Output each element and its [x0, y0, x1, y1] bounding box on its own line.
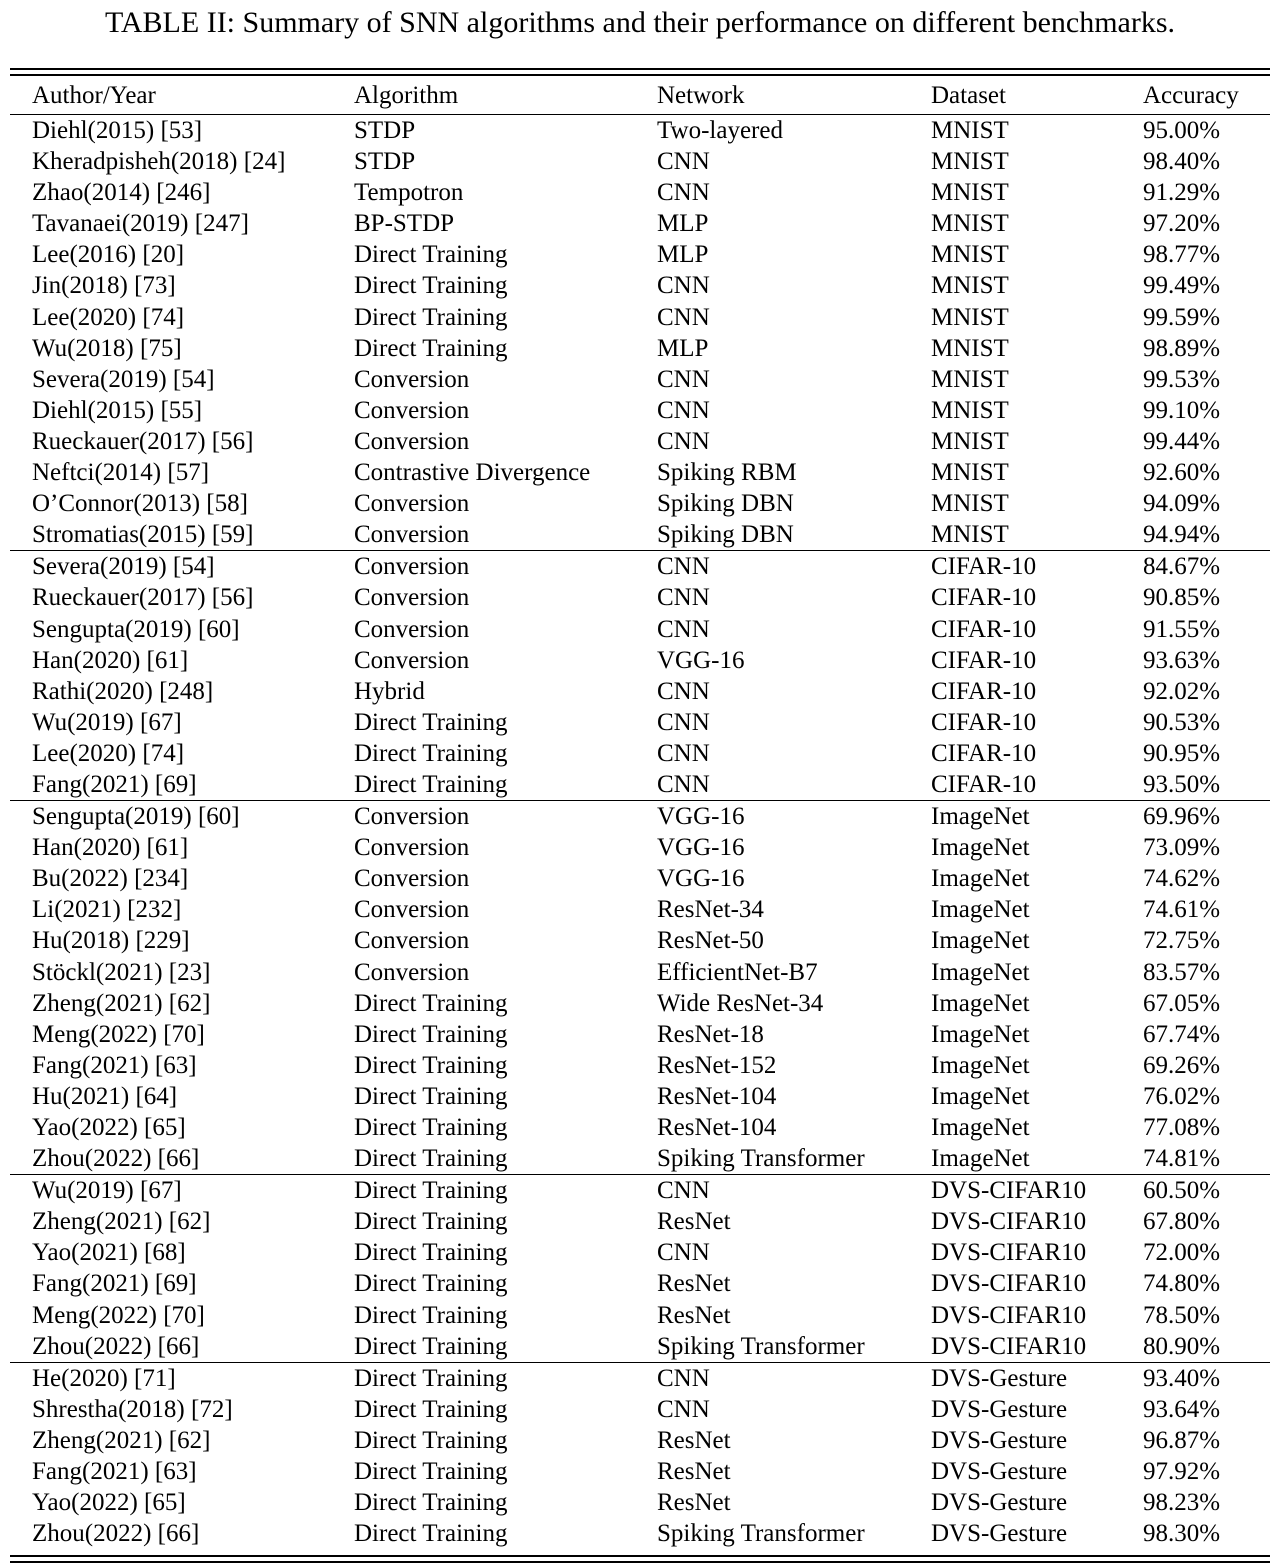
cell-network: ResNet [657, 1458, 731, 1486]
cell-accuracy: 90.53% [1143, 708, 1221, 736]
cell-network: CNN [657, 272, 710, 300]
cell-algorithm: Conversion [354, 803, 470, 831]
header-network: Network [657, 82, 745, 109]
table-row [10, 769, 1270, 800]
cell-accuracy: 93.64% [1143, 1395, 1221, 1423]
cell-dataset: CIFAR-10 [931, 553, 1037, 581]
cell-accuracy: 90.95% [1143, 739, 1221, 767]
cell-author: Shrestha(2018) [72] [32, 1395, 233, 1423]
table-header-row [10, 76, 1270, 114]
cell-dataset: DVS-CIFAR10 [931, 1177, 1087, 1205]
cell-network: MLP [657, 334, 709, 362]
cell-network: CNN [657, 365, 710, 393]
cell-dataset: CIFAR-10 [931, 770, 1037, 798]
table-row [10, 1081, 1270, 1112]
cell-algorithm: Direct Training [354, 1270, 508, 1298]
cell-algorithm: Direct Training [354, 1051, 508, 1079]
cell-accuracy: 69.26% [1143, 1051, 1221, 1079]
cell-accuracy: 78.50% [1143, 1301, 1221, 1329]
cell-algorithm: STDP [354, 117, 416, 144]
cell-network: Spiking Transformer [657, 1332, 865, 1360]
cell-dataset: CIFAR-10 [931, 677, 1037, 705]
cell-author: Wu(2019) [67] [32, 708, 182, 736]
cell-algorithm: Direct Training [354, 1301, 508, 1329]
cell-network: CNN [657, 770, 710, 798]
cell-accuracy: 90.85% [1143, 584, 1221, 612]
cell-accuracy: 94.94% [1143, 521, 1221, 549]
cell-accuracy: 72.00% [1143, 1239, 1221, 1267]
cell-author: Han(2020) [61] [32, 834, 189, 862]
cell-author: Zheng(2021) [62] [32, 989, 211, 1017]
cell-author: Rathi(2020) [248] [32, 677, 214, 705]
cell-dataset: DVS-Gesture [931, 1426, 1068, 1454]
cell-dataset: MNIST [931, 459, 1009, 487]
table-row [10, 801, 1270, 832]
cell-network: Spiking Transformer [657, 1520, 865, 1548]
cell-dataset: DVS-Gesture [931, 1458, 1068, 1486]
cell-author: Zhou(2022) [66] [32, 1332, 200, 1360]
cell-accuracy: 98.40% [1143, 148, 1221, 176]
cell-network: CNN [657, 148, 710, 176]
cell-dataset: MNIST [931, 334, 1009, 362]
cell-algorithm: Direct Training [354, 1145, 508, 1173]
cell-author: Stromatias(2015) [59] [32, 521, 254, 549]
cell-algorithm: Conversion [354, 396, 470, 424]
table-row [10, 1487, 1270, 1518]
cell-algorithm: Direct Training [354, 1395, 508, 1423]
cell-algorithm: Tempotron [354, 179, 464, 207]
cell-dataset: DVS-CIFAR10 [931, 1332, 1087, 1360]
cell-author: Fang(2021) [63] [32, 1051, 197, 1079]
table-row [10, 115, 1270, 146]
cell-accuracy: 93.63% [1143, 646, 1221, 674]
cell-dataset: DVS-CIFAR10 [931, 1239, 1087, 1267]
cell-network: ResNet-18 [657, 1020, 764, 1048]
cell-dataset: ImageNet [931, 896, 1030, 924]
table-row [10, 1237, 1270, 1268]
cell-accuracy: 99.49% [1143, 272, 1221, 300]
cell-dataset: ImageNet [931, 927, 1030, 955]
cell-algorithm: Conversion [354, 521, 470, 549]
table-row [10, 239, 1270, 270]
cell-network: VGG-16 [657, 834, 745, 862]
cell-author: Bu(2022) [234] [32, 865, 189, 893]
cell-network: CNN [657, 553, 710, 581]
cell-algorithm: Direct Training [354, 708, 508, 736]
cell-author: Zheng(2021) [62] [32, 1208, 211, 1236]
cell-author: Diehl(2015) [55] [32, 396, 203, 424]
cell-author: Zhou(2022) [66] [32, 1145, 200, 1173]
cell-network: Two-layered [657, 117, 783, 144]
cell-dataset: MNIST [931, 396, 1009, 424]
table-group [10, 1175, 1270, 1362]
cell-network: ResNet [657, 1208, 731, 1236]
cell-network: MLP [657, 241, 709, 269]
cell-network: Spiking Transformer [657, 1145, 865, 1173]
table-row [10, 1363, 1270, 1394]
cell-network: CNN [657, 615, 710, 643]
cell-network: CNN [657, 584, 710, 612]
cell-accuracy: 98.30% [1143, 1520, 1221, 1548]
cell-algorithm: Direct Training [354, 241, 508, 269]
table-row [10, 1300, 1270, 1331]
cell-dataset: MNIST [931, 303, 1009, 331]
table-top-rule [10, 68, 1270, 70]
cell-dataset: CIFAR-10 [931, 584, 1037, 612]
cell-author: Yao(2022) [65] [32, 1114, 186, 1141]
table-row [10, 1394, 1270, 1425]
table-body [10, 115, 1270, 1549]
table-row [10, 738, 1270, 769]
cell-author: Stöckl(2021) [23] [32, 958, 211, 986]
cell-accuracy: 72.75% [1143, 927, 1221, 955]
cell-accuracy: 94.09% [1143, 490, 1221, 518]
cell-author: Hu(2021) [64] [32, 1082, 178, 1110]
cell-algorithm: Direct Training [354, 1520, 508, 1548]
cell-author: Severa(2019) [54] [32, 553, 215, 581]
cell-network: Spiking DBN [657, 490, 794, 518]
cell-network: CNN [657, 1364, 710, 1392]
cell-network: CNN [657, 179, 710, 207]
cell-accuracy: 91.55% [1143, 615, 1221, 643]
cell-accuracy: 99.59% [1143, 303, 1221, 331]
table-row [10, 208, 1270, 239]
table-row [10, 426, 1270, 457]
cell-dataset: MNIST [931, 241, 1009, 269]
header-dataset: Dataset [931, 82, 1006, 109]
header-algorithm: Algorithm [354, 82, 459, 109]
cell-algorithm: STDP [354, 148, 416, 176]
cell-dataset: CIFAR-10 [931, 615, 1037, 643]
cell-accuracy: 73.09% [1143, 834, 1221, 862]
cell-algorithm: Hybrid [354, 677, 425, 705]
cell-dataset: DVS-CIFAR10 [931, 1301, 1087, 1329]
cell-author: Li(2021) [232] [32, 896, 182, 924]
cell-algorithm: Contrastive Divergence [354, 459, 591, 487]
cell-dataset: DVS-Gesture [931, 1395, 1068, 1423]
cell-algorithm: Conversion [354, 365, 470, 393]
cell-network: ResNet [657, 1270, 731, 1298]
cell-algorithm: Direct Training [354, 770, 508, 798]
cell-network: CNN [657, 1177, 710, 1205]
cell-author: Sengupta(2019) [60] [32, 803, 240, 831]
cell-algorithm: Conversion [354, 834, 470, 862]
cell-algorithm: Direct Training [354, 1082, 508, 1110]
header-accuracy: Accuracy [1143, 82, 1239, 109]
cell-dataset: MNIST [931, 179, 1009, 207]
cell-algorithm: Direct Training [354, 1458, 508, 1486]
cell-network: Spiking DBN [657, 521, 794, 549]
table-row [10, 988, 1270, 1019]
cell-accuracy: 60.50% [1143, 1177, 1221, 1205]
cell-dataset: ImageNet [931, 834, 1030, 862]
cell-accuracy: 97.20% [1143, 210, 1221, 238]
cell-dataset: CIFAR-10 [931, 739, 1037, 767]
cell-algorithm: Direct Training [354, 1489, 508, 1517]
cell-author: Jin(2018) [73] [32, 272, 176, 300]
cell-accuracy: 93.40% [1143, 1364, 1221, 1392]
cell-accuracy: 93.50% [1143, 770, 1221, 798]
cell-network: VGG-16 [657, 803, 745, 831]
cell-accuracy: 99.44% [1143, 427, 1221, 455]
table-row [10, 488, 1270, 519]
cell-accuracy: 97.92% [1143, 1458, 1221, 1486]
table-group [10, 551, 1270, 800]
table-row [10, 270, 1270, 301]
cell-network: Spiking RBM [657, 459, 797, 487]
cell-network: CNN [657, 427, 710, 455]
cell-accuracy: 98.23% [1143, 1489, 1221, 1517]
cell-accuracy: 69.96% [1143, 803, 1221, 831]
cell-algorithm: Direct Training [354, 1364, 508, 1392]
cell-algorithm: Conversion [354, 646, 470, 674]
cell-accuracy: 92.02% [1143, 677, 1221, 705]
cell-author: He(2020) [71] [32, 1364, 176, 1392]
table-row [10, 676, 1270, 707]
cell-dataset: ImageNet [931, 1020, 1030, 1048]
cell-algorithm: Conversion [354, 865, 470, 893]
cell-algorithm: Direct Training [354, 1208, 508, 1236]
cell-author: Kheradpisheh(2018) [24] [32, 148, 286, 176]
cell-algorithm: Conversion [354, 958, 470, 986]
cell-network: CNN [657, 303, 710, 331]
cell-accuracy: 96.87% [1143, 1426, 1221, 1454]
cell-network: ResNet-104 [657, 1114, 777, 1141]
cell-network: ResNet [657, 1489, 731, 1517]
cell-author: Wu(2018) [75] [32, 334, 182, 362]
cell-algorithm: Direct Training [354, 1426, 508, 1454]
cell-accuracy: 98.89% [1143, 334, 1221, 362]
cell-author: Rueckauer(2017) [56] [32, 427, 254, 455]
table-row [10, 1112, 1270, 1143]
cell-network: ResNet-50 [657, 927, 764, 955]
table-row [10, 551, 1270, 582]
table-row [10, 832, 1270, 863]
table-row [10, 957, 1270, 988]
cell-dataset: ImageNet [931, 989, 1030, 1017]
cell-network: ResNet-34 [657, 896, 764, 924]
cell-author: Han(2020) [61] [32, 646, 189, 674]
cell-dataset: DVS-CIFAR10 [931, 1208, 1087, 1236]
cell-author: Lee(2020) [74] [32, 303, 185, 331]
cell-author: Meng(2022) [70] [32, 1020, 205, 1048]
table-row [10, 177, 1270, 208]
table-row [10, 1456, 1270, 1487]
cell-dataset: ImageNet [931, 1114, 1030, 1141]
cell-algorithm: Direct Training [354, 334, 508, 362]
cell-dataset: MNIST [931, 490, 1009, 518]
cell-dataset: MNIST [931, 365, 1009, 393]
cell-author: O’Connor(2013) [58] [32, 490, 248, 518]
table-group [10, 801, 1270, 1174]
table-row [10, 894, 1270, 925]
cell-author: Zhou(2022) [66] [32, 1520, 200, 1548]
cell-network: CNN [657, 677, 710, 705]
cell-author: Wu(2019) [67] [32, 1177, 182, 1205]
cell-author: Fang(2021) [63] [32, 1458, 197, 1486]
cell-dataset: ImageNet [931, 1082, 1030, 1110]
cell-dataset: MNIST [931, 521, 1009, 549]
table-group [10, 115, 1270, 550]
cell-dataset: MNIST [931, 117, 1009, 144]
cell-author: Neftci(2014) [57] [32, 459, 210, 487]
cell-accuracy: 67.74% [1143, 1020, 1221, 1048]
table-row [10, 302, 1270, 333]
cell-network: Wide ResNet-34 [657, 989, 824, 1017]
table-row [10, 146, 1270, 177]
cell-author: Lee(2016) [20] [32, 241, 185, 269]
cell-accuracy: 99.53% [1143, 365, 1221, 393]
table-row [10, 1518, 1270, 1549]
cell-dataset: MNIST [931, 427, 1009, 455]
cell-network: ResNet [657, 1301, 731, 1329]
table-row [10, 1175, 1270, 1206]
cell-algorithm: Conversion [354, 584, 470, 612]
table-row [10, 1050, 1270, 1081]
cell-author: Rueckauer(2017) [56] [32, 584, 254, 612]
table-row [10, 519, 1270, 550]
cell-dataset: DVS-CIFAR10 [931, 1270, 1087, 1298]
cell-network: CNN [657, 396, 710, 424]
cell-accuracy: 74.80% [1143, 1270, 1221, 1298]
cell-dataset: DVS-Gesture [931, 1364, 1068, 1392]
cell-accuracy: 80.90% [1143, 1332, 1221, 1360]
cell-network: EfficientNet-B7 [657, 958, 818, 986]
table-row [10, 1143, 1270, 1174]
table-row [10, 1331, 1270, 1362]
cell-author: Yao(2021) [68] [32, 1239, 186, 1267]
cell-dataset: MNIST [931, 148, 1009, 176]
cell-algorithm: Direct Training [354, 303, 508, 331]
cell-network: CNN [657, 708, 710, 736]
cell-accuracy: 99.10% [1143, 396, 1221, 424]
header-author: Author/Year [32, 82, 156, 109]
cell-algorithm: Direct Training [354, 1114, 508, 1141]
table-row [10, 1019, 1270, 1050]
cell-network: CNN [657, 1395, 710, 1423]
cell-algorithm: Direct Training [354, 739, 508, 767]
cell-accuracy: 92.60% [1143, 459, 1221, 487]
cell-dataset: DVS-Gesture [931, 1520, 1068, 1548]
cell-network: ResNet [657, 1426, 731, 1454]
table-row [10, 645, 1270, 676]
cell-accuracy: 74.62% [1143, 865, 1221, 893]
cell-accuracy: 77.08% [1143, 1114, 1221, 1141]
cell-network: ResNet-104 [657, 1082, 777, 1110]
cell-author: Fang(2021) [69] [32, 770, 197, 798]
table-row [10, 395, 1270, 426]
table-row [10, 582, 1270, 613]
cell-accuracy: 67.80% [1143, 1208, 1221, 1236]
cell-algorithm: Direct Training [354, 1239, 508, 1267]
cell-author: Zheng(2021) [62] [32, 1426, 211, 1454]
cell-dataset: MNIST [931, 272, 1009, 300]
cell-network: CNN [657, 739, 710, 767]
cell-author: Sengupta(2019) [60] [32, 615, 240, 643]
cell-network: VGG-16 [657, 646, 745, 674]
cell-algorithm: Conversion [354, 490, 470, 518]
cell-accuracy: 67.05% [1143, 989, 1221, 1017]
cell-dataset: ImageNet [931, 958, 1030, 986]
cell-accuracy: 91.29% [1143, 179, 1221, 207]
cell-accuracy: 74.61% [1143, 896, 1221, 924]
cell-author: Tavanaei(2019) [247] [32, 210, 249, 238]
cell-network: MLP [657, 210, 709, 238]
cell-algorithm: Conversion [354, 427, 470, 455]
table-row [10, 333, 1270, 364]
table-row [10, 707, 1270, 738]
cell-accuracy: 74.81% [1143, 1145, 1221, 1173]
table-row [10, 614, 1270, 645]
table-group [10, 1363, 1270, 1550]
table-caption: TABLE II: Summary of SNN algorithms and their performance on different benchmarks. [104, 6, 1176, 39]
cell-dataset: ImageNet [931, 803, 1030, 831]
table-row [10, 863, 1270, 894]
cell-algorithm: Conversion [354, 553, 470, 581]
cell-author: Yao(2022) [65] [32, 1489, 186, 1517]
cell-algorithm: Direct Training [354, 272, 508, 300]
cell-algorithm: Conversion [354, 615, 470, 643]
cell-algorithm: Direct Training [354, 1177, 508, 1205]
table-row [10, 925, 1270, 956]
cell-accuracy: 84.67% [1143, 553, 1221, 581]
cell-dataset: CIFAR-10 [931, 646, 1037, 674]
cell-dataset: ImageNet [931, 1145, 1030, 1173]
cell-author: Fang(2021) [69] [32, 1270, 197, 1298]
cell-accuracy: 83.57% [1143, 958, 1221, 986]
cell-author: Meng(2022) [70] [32, 1301, 205, 1329]
cell-dataset: CIFAR-10 [931, 708, 1037, 736]
cell-algorithm: Conversion [354, 927, 470, 955]
cell-algorithm: BP-STDP [354, 210, 455, 238]
results-table [10, 68, 1270, 1563]
table-row [10, 1268, 1270, 1299]
cell-network: CNN [657, 1239, 710, 1267]
cell-accuracy: 98.77% [1143, 241, 1221, 269]
cell-author: Hu(2018) [229] [32, 927, 190, 955]
cell-author: Severa(2019) [54] [32, 365, 215, 393]
cell-author: Diehl(2015) [53] [32, 117, 203, 144]
cell-algorithm: Direct Training [354, 1332, 508, 1360]
cell-algorithm: Direct Training [354, 989, 508, 1017]
cell-network: VGG-16 [657, 865, 745, 893]
cell-dataset: ImageNet [931, 865, 1030, 893]
table-row [10, 457, 1270, 488]
cell-dataset: DVS-Gesture [931, 1489, 1068, 1517]
cell-accuracy: 95.00% [1143, 117, 1221, 144]
cell-algorithm: Conversion [354, 896, 470, 924]
cell-author: Lee(2020) [74] [32, 739, 185, 767]
cell-author: Zhao(2014) [246] [32, 179, 211, 207]
cell-accuracy: 76.02% [1143, 1082, 1221, 1110]
table-row [10, 1425, 1270, 1456]
cell-network: ResNet-152 [657, 1051, 777, 1079]
table-row [10, 1206, 1270, 1237]
table-row [10, 364, 1270, 395]
cell-dataset: ImageNet [931, 1051, 1030, 1079]
cell-algorithm: Direct Training [354, 1020, 508, 1048]
cell-dataset: MNIST [931, 210, 1009, 238]
